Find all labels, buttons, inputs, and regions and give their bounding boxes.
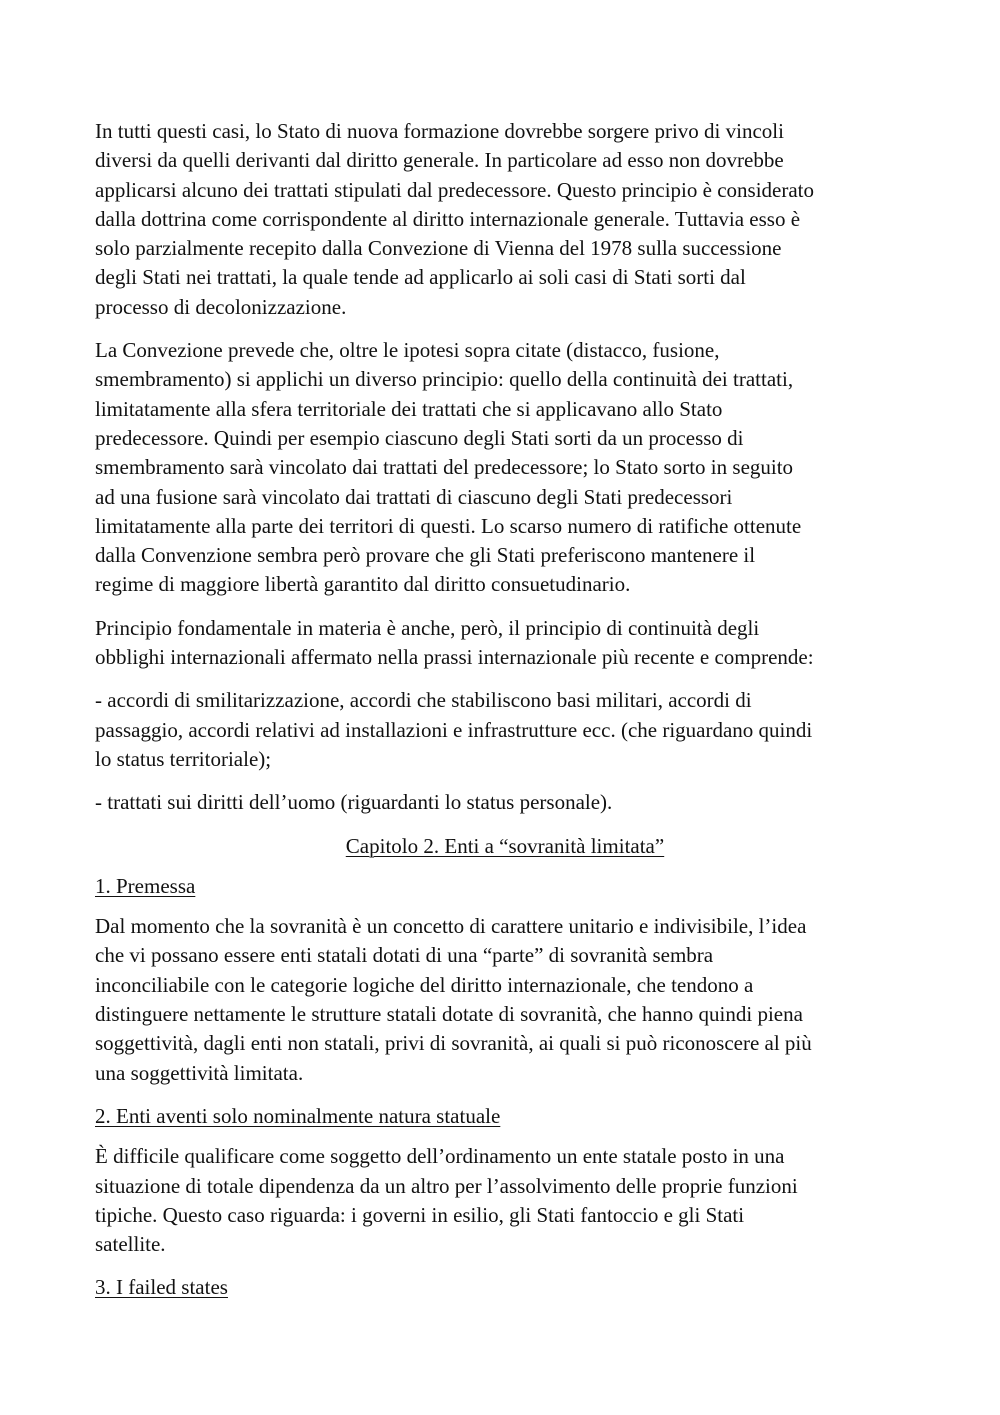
list-item-territorial-agreements: - accordi di smilitarizzazione, accordi che stabiliscono basi militari, accordi di passaggio, accordi relativi ad installazioni e infrastrutture ecc. (che riguardano quindi lo status territoriale); (95, 688, 813, 771)
section-heading-premessa (95, 872, 915, 901)
section-body-premessa: Dal momento che la sovranità è un concetto di carattere unitario e indivisibile, l’idea che vi possano essere enti statali dotati di una “parte” di sovranità sembra inconciliabile con le categorie logiche del diritto internazionale, che tendono a distinguere nettamente le strutture statali dotate di sovranità, che hanno quindi piena soggettività, dagli enti non statali, privi di sovranità, ai quali si può riconoscere al più una soggettività limitata. (95, 914, 812, 1085)
section-heading-enti-nominali-text: 2. Enti aventi solo nominalmente natura statuale (95, 1103, 501, 1128)
section-heading-failed-states (95, 1273, 915, 1302)
chapter-heading-text: Capitolo 2. Enti a “sovranità limitata” (345, 833, 665, 858)
section-heading-premessa-text: 1. Premessa (95, 873, 196, 898)
paragraph-continuity-principle: Principio fondamentale in materia è anche, però, il principio di continuità degli obblighi internazionali affermato nella prassi internazionale più recente e comprende: (95, 615, 814, 670)
section-heading-failed-states-text: 3. I failed states (95, 1275, 228, 1300)
paragraph-vienna-convention: La Convezione prevede che, oltre le ipotesi sopra citate (distacco, fusione, smembramento) si applichi un diverso principio: quello della continuità dei trattati, limitatamente alla sfera territoriale dei trattati che si applicavano allo Stato predecessore. Quindi per esempio ciascuno degli Stati sorti da un processo di smembramento sarà vincolato dai trattati del predecessore; lo Stato sorto in seguito ad una fusione sarà vincolato dai trattati di ciascuno degli Stati predecessori limitatamente alla parte dei territori di questi. Lo scarso numero di ratifiche ottenute dalla Convenzione sembra però provare che gli Stati preferiscono mantenere il regime di maggiore libertà garantito dal diritto consuetudinario. (95, 338, 802, 597)
section-body-enti-nominali: È difficile qualificare come soggetto dell’ordinamento un ente statale posto in una situazione di totale dipendenza da un altro per l’assolvimento delle proprie funzioni tipiche. Questo caso riguarda: i governi in esilio, gli Stati fantoccio e gli Stati satellite. (95, 1144, 798, 1257)
chapter-heading (95, 832, 915, 861)
document-page (95, 117, 915, 1314)
list-item-human-rights-treaties: - trattati sui diritti dell’uomo (riguardanti lo status personale). (95, 790, 613, 815)
paragraph-new-state-obligations: In tutti questi casi, lo Stato di nuova formazione dovrebbe sorgere privo di vincoli diversi da quelli derivanti dal diritto generale. In particolare ad esso non dovrebbe applicarsi alcuno dei trattati stipulati dal predecessore. Questo principio è considerato dalla dottrina come corrispondente al diritto internazionale generale. Tuttavia esso è solo parzialmente recepito dalla Convezione di Vienna del 1978 sulla successione degli Stati nei trattati, la quale tende ad applicarlo ai soli casi di Stati sorti dal processo di decolonizzazione. (95, 119, 815, 319)
section-heading-enti-nominali (95, 1102, 915, 1131)
